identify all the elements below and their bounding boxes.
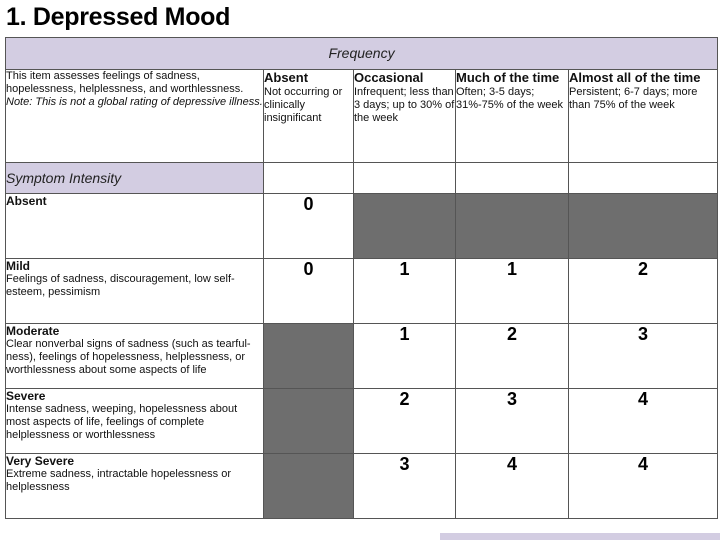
- row-label-very-severe: [6, 454, 264, 519]
- shaded-cell: [264, 454, 354, 519]
- table-row: [6, 259, 718, 324]
- table-row: [6, 194, 718, 259]
- symptom-intensity-row: [6, 163, 718, 194]
- item-description-note: Note: This is not a global rating of depressive illness.: [6, 96, 263, 108]
- symptom-intensity-label: Symptom Intensity: [6, 163, 264, 194]
- empty-cell: [456, 163, 569, 194]
- score-cell: 0: [264, 259, 354, 324]
- column-much-of-the-time: [456, 70, 569, 163]
- row-desc: Clear nonverbal signs of sadness (such as tearful-ness), feelings of hopelessness, helplessness, or worthlessness about some aspects of life: [6, 338, 251, 376]
- row-heading: Moderate: [6, 324, 60, 338]
- table-row: [6, 389, 718, 454]
- shaded-cell: [456, 194, 569, 259]
- score-cell: 1: [354, 259, 456, 324]
- score-cell: 2: [456, 324, 569, 389]
- row-heading: Severe: [6, 389, 46, 403]
- score-cell: 3: [354, 454, 456, 519]
- table-row: [6, 454, 718, 519]
- table-row: [6, 324, 718, 389]
- score-cell: 2: [569, 259, 718, 324]
- column-heading: Absent: [264, 70, 309, 85]
- column-almost-all-of-the-time: [569, 70, 718, 163]
- rating-table: [5, 37, 718, 519]
- shaded-cell: [354, 194, 456, 259]
- column-desc: Persistent; 6-7 days; more than 75% of the week: [569, 86, 698, 111]
- score-cell: 2: [354, 389, 456, 454]
- score-cell: 0: [264, 194, 354, 259]
- row-label-moderate: [6, 324, 264, 389]
- score-cell: 4: [569, 389, 718, 454]
- column-heading: Much of the time: [456, 70, 560, 85]
- column-heading: Occasional: [354, 70, 424, 85]
- shaded-cell: [264, 324, 354, 389]
- row-heading: Absent: [6, 194, 47, 208]
- shaded-cell: [569, 194, 718, 259]
- column-occasional: [354, 70, 456, 163]
- page-title: 1. Depressed Mood: [6, 3, 231, 31]
- column-desc: Infrequent; less than 3 days; up to 30% of the week: [354, 86, 455, 124]
- row-label-severe: [6, 389, 264, 454]
- row-desc: Extreme sadness, intractable hopelessness or helplessness: [6, 468, 232, 493]
- row-heading: Very Severe: [6, 454, 75, 468]
- score-cell: 4: [456, 454, 569, 519]
- row-desc: Feelings of sadness, discouragement, low self-esteem, pessimism: [6, 273, 235, 298]
- item-description-text: This item assesses feelings of sadness, hopelessness, helplessness, and worthlessness.: [6, 70, 244, 95]
- row-label-mild: [6, 259, 264, 324]
- frequency-label: Frequency: [6, 38, 718, 70]
- row-heading: Mild: [6, 259, 30, 273]
- item-description: [6, 70, 264, 163]
- score-cell: 3: [456, 389, 569, 454]
- row-desc: Intense sadness, weeping, hopelessness about most aspects of life, feelings of complete helplessness or worthlessness: [6, 403, 238, 441]
- row-label-absent: [6, 194, 264, 259]
- score-cell: 3: [569, 324, 718, 389]
- column-desc: Often; 3-5 days; 31%-75% of the week: [456, 86, 564, 111]
- footer-accent-bar: [440, 533, 720, 540]
- empty-cell: [569, 163, 718, 194]
- column-header-row: [6, 70, 718, 163]
- empty-cell: [354, 163, 456, 194]
- frequency-header-row: [6, 38, 718, 70]
- score-cell: 4: [569, 454, 718, 519]
- empty-cell: [264, 163, 354, 194]
- score-cell: 1: [354, 324, 456, 389]
- shaded-cell: [264, 389, 354, 454]
- column-absent: [264, 70, 354, 163]
- column-desc: Not occurring or clinically insignificant: [264, 86, 343, 124]
- score-cell: 1: [456, 259, 569, 324]
- column-heading: Almost all of the time: [569, 70, 701, 85]
